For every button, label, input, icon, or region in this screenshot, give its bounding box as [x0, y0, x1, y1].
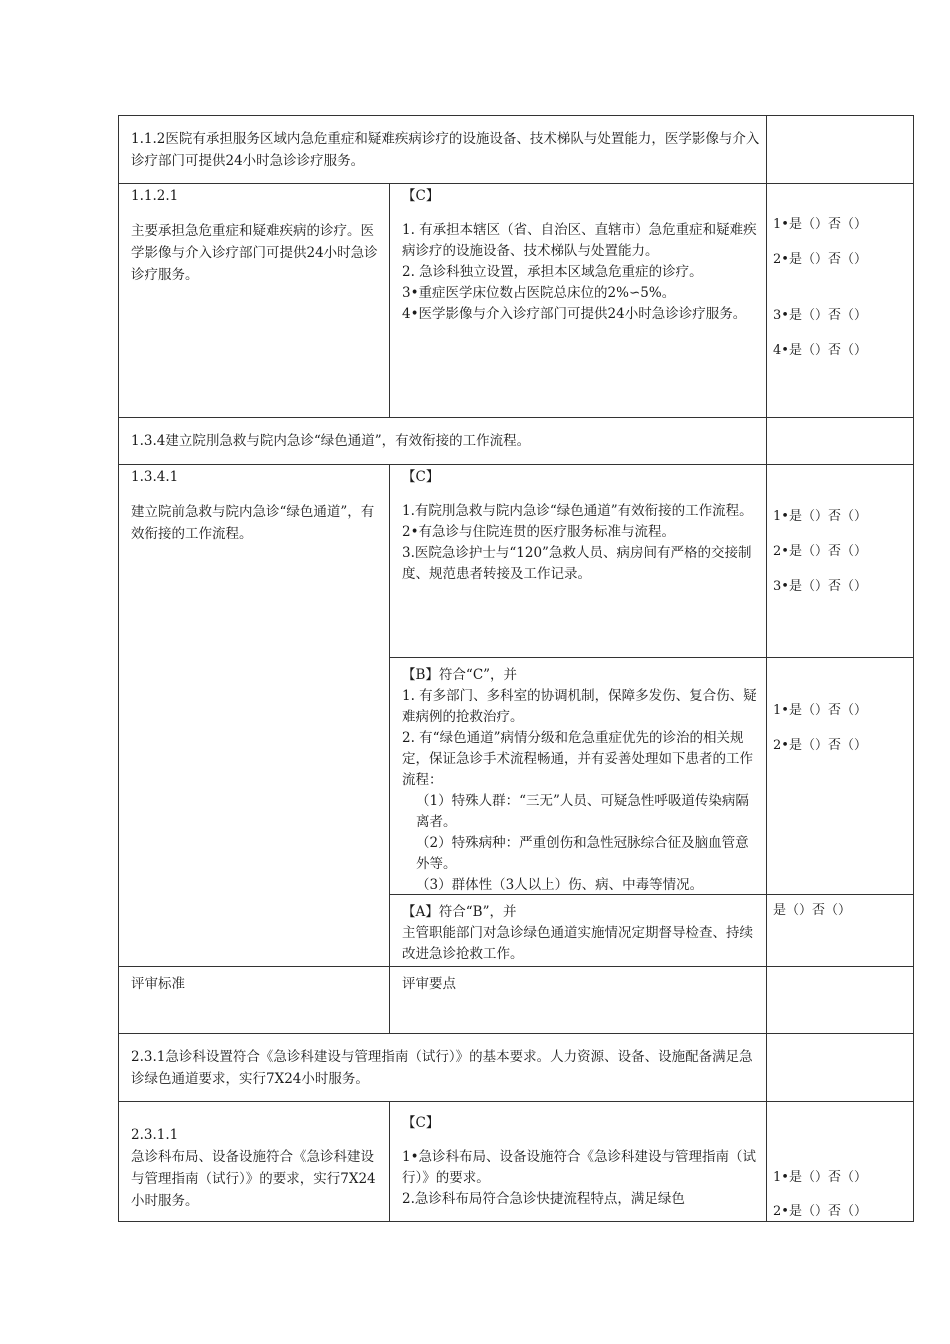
yes-no-check[interactable]: 1•是（）否（）: [773, 509, 867, 524]
yes-no-check[interactable]: 4•是（）否（）: [773, 343, 867, 358]
item-1-3-4-1-standard: [119, 465, 390, 967]
point-item: 2.急诊科布局符合急诊快捷流程特点，满足绿色: [402, 1191, 685, 1207]
point-item: 主管职能部门对急诊绿色通道实施情况定期督导检查、持续改进急诊抢救工作。: [402, 925, 753, 962]
yes-no-check[interactable]: 2•是（）否（）: [773, 544, 867, 559]
yes-no-check[interactable]: 2•是（）否（）: [773, 738, 867, 753]
section-1-1-2-check-cell: [767, 116, 914, 184]
section-2-3-1-header: [119, 1034, 767, 1102]
item-1-3-4-1-level-c: [390, 465, 767, 658]
point-item: 3.医院急诊护士与“120”急救人员、病房间有严格的交接制度、规范患者转接及工作记录。: [402, 545, 752, 582]
item-code: 1.3.4.1: [131, 469, 179, 485]
point-item: 4•医学影像与介入诊疗部门可提供24小时急诊诊疗服务。: [402, 306, 747, 322]
column-label-check: [767, 967, 914, 1034]
point-item: 1•急诊科布局、设备设施符合《急诊科建设与管理指南（试行）》的要求。: [402, 1149, 757, 1186]
level-c-label: 【C】: [402, 1115, 440, 1131]
item-1-3-4-1-level-a: [390, 895, 767, 967]
section-1-3-4-check-cell: [767, 418, 914, 465]
section-2-3-1-check-cell: [767, 1034, 914, 1102]
yes-no-check[interactable]: 1•是（）否（）: [773, 217, 867, 232]
item-1-3-4-1-c-checks: [767, 465, 914, 658]
level-c-label: 【C】: [402, 188, 440, 204]
item-1-3-4-1-level-b: [390, 658, 767, 895]
point-subitem: （3）群体性（3人以上）伤、病、中毒等情况。: [416, 877, 704, 893]
column-label-standard: [119, 967, 390, 1034]
point-item: 1. 有承担本辖区（省、自治区、直辖市）急危重症和疑难疾病诊疗的设施设备、技术梯队与处置能力。: [402, 222, 757, 259]
item-description: 急诊科布局、设备设施符合《急诊科建设与管理指南（试行）》的要求，实行7X24小时服务。: [131, 1149, 376, 1209]
item-1-3-4-1-b-checks: [767, 658, 914, 895]
item-code: 2.3.1.1: [131, 1127, 179, 1143]
section-text: 2.3.1急诊科设置符合《急诊科建设与管理指南（试行）》的基本要求。人力资源、设备、设施配备满足急诊绿色通道要求，实行7X24小时服务。: [131, 1049, 753, 1087]
item-1-1-2-1-checks: [767, 184, 914, 418]
column-label-points: [390, 967, 767, 1034]
section-text: 1.3.4建立院刖急救与院内急诊“绿色通道”，有效衔接的工作流程。: [131, 433, 531, 449]
item-1-1-2-1-points: [390, 184, 767, 418]
point-subitem: （2）特殊病种：严重创伤和急性冠脉综合征及脑血管意外等。: [416, 835, 749, 872]
item-2-3-1-1-standard: [119, 1102, 390, 1222]
level-a-label: 【A】符合“B”，并: [402, 904, 517, 920]
point-item: 1. 有多部门、多科室的协调机制，保障多发伤、复合伤、疑难病例的抢救治疗。: [402, 688, 757, 725]
point-item: 2. 急诊科独立设置，承担本区域急危重症的诊疗。: [402, 264, 703, 280]
item-code: 1.1.2.1: [131, 188, 179, 204]
yes-no-check[interactable]: 2•是（）否（）: [773, 252, 867, 267]
item-1-1-2-1-standard: [119, 184, 390, 418]
section-1-1-2-header: [119, 116, 767, 184]
yes-no-check[interactable]: 3•是（）否（）: [773, 579, 867, 594]
point-item: 2. 有“绿色通道”病情分级和危急重症优先的诊治的相关规定，保证急诊手术流程畅通，并有妥善处理如下患者的工作流程：: [402, 730, 753, 788]
yes-no-check[interactable]: 1•是（）否（）: [773, 1170, 867, 1185]
item-2-3-1-1-points: [390, 1102, 767, 1222]
point-subitem: （1）特殊人群：“三无”人员、可疑急性呼吸道传染病隔离者。: [416, 793, 749, 830]
yes-no-check[interactable]: 2•是（）否（）: [773, 1204, 867, 1219]
label-text: 评审标准: [131, 976, 185, 992]
point-item: 1.有院刖急救与院内急诊“绿色通道”有效衔接的工作流程。: [402, 503, 753, 519]
yes-no-check[interactable]: 是（）否（）: [773, 903, 852, 918]
section-text: 1.1.2医院有承担服务区域内急危重症和疑难疾病诊疗的设施设备、技术梯队与处置能力，医学影像与介入诊疗部门可提供24小时急诊诊疗服务。: [131, 131, 760, 169]
level-c-label: 【C】: [402, 469, 440, 485]
label-text: 评审要点: [402, 976, 456, 992]
section-1-3-4-header: [119, 418, 767, 465]
item-2-3-1-1-checks: [767, 1102, 914, 1222]
item-description: 主要承担急危重症和疑难疾病的诊疗。医学影像与介入诊疗部门可提供24小时急诊诊疗服务。: [131, 223, 378, 283]
point-item: 3•重症医学床位数占医院总床位的2%∽5%。: [402, 285, 676, 301]
yes-no-check[interactable]: 1•是（）否（）: [773, 703, 867, 718]
review-standards-table: [118, 115, 914, 1222]
level-b-label: 【B】符合“C”，并: [402, 667, 518, 683]
item-description: 建立院前急救与院内急诊“绿色通道”，有效衔接的工作流程。: [131, 504, 375, 542]
point-item: 2•有急诊与住院连贯的医疗服务标准与流程。: [402, 524, 676, 540]
item-1-3-4-1-a-checks: [767, 895, 914, 967]
yes-no-check[interactable]: 3•是（）否（）: [773, 308, 867, 323]
